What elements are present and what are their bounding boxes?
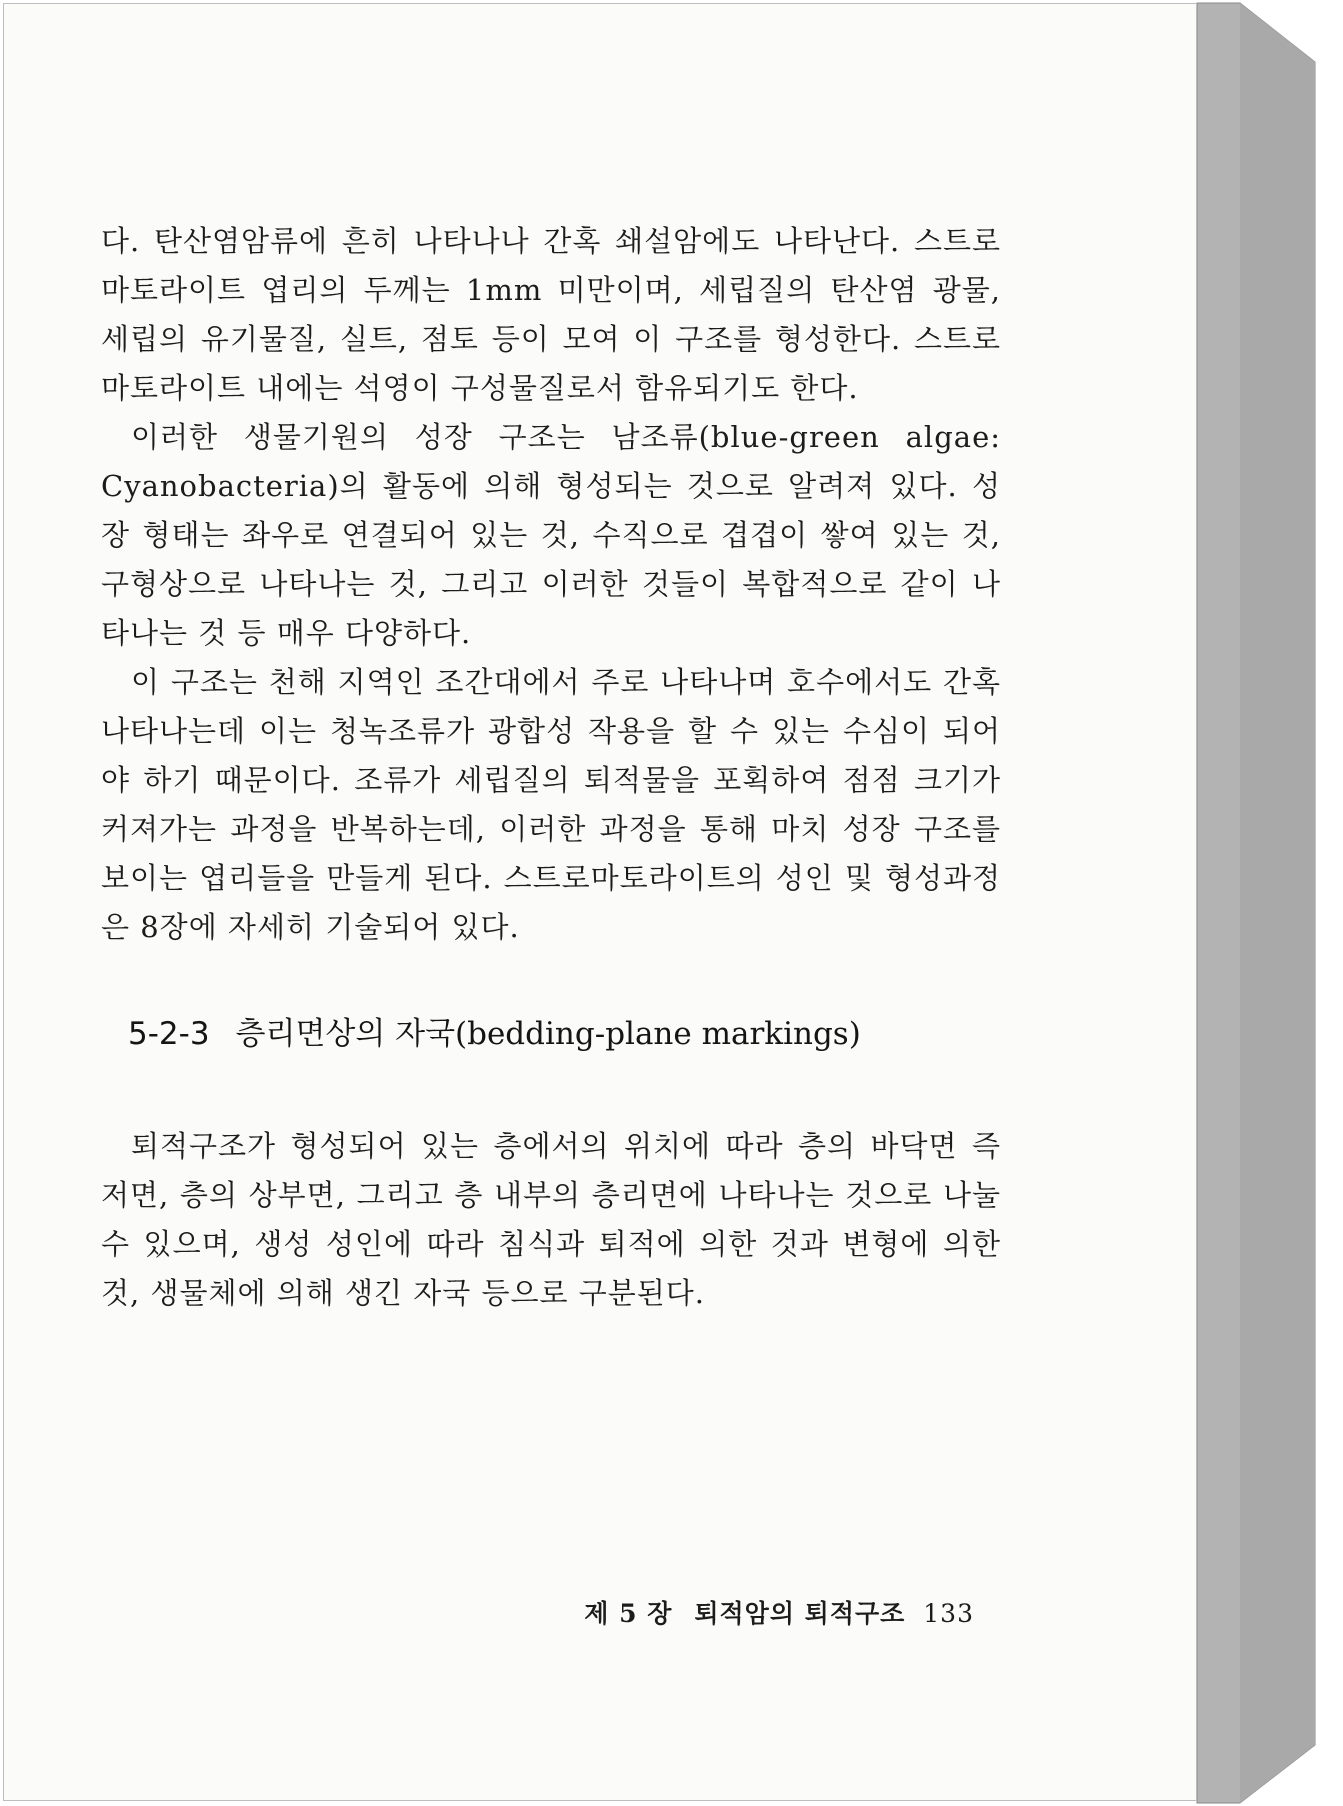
section-number: 5-2-3	[128, 1016, 210, 1052]
page-footer	[584, 1594, 974, 1630]
footer-chapter-title: 퇴적암의 퇴적구조	[694, 1599, 906, 1628]
paragraph-3: 이 구조는 천해 지역인 조간대에서 주로 나타나며 호수에서도 간혹 나타나는데 이는 청녹조류가 광합성 작용을 할 수 있는 수심이 되어야 하기 때문이다. 조류가 세립질의 퇴적물을 포획하여 점점 크기가 커져가는 과정을 반복하는데, 이러한 과정을 통해 마치 성장 구조를 보이는 엽리들을 만들게 된다. 스트로마토라이트의 성인 및 형성과정은 8장에 자세히 기술되어 있다.	[101, 665, 1001, 944]
section-heading	[128, 1014, 1001, 1054]
footer-chapter: 제 5 장	[584, 1599, 673, 1628]
section-title: 층리면상의 자국(bedding-plane markings)	[235, 1016, 861, 1052]
body-text	[101, 217, 1001, 1318]
page-number: 133	[923, 1599, 974, 1628]
document-page	[3, 3, 1197, 1801]
paragraph-2: 이러한 생물기원의 성장 구조는 남조류(blue-green algae: Cyanobacteria)의 활동에 의해 형성되는 것으로 알려져 있다. 성장 형태는 좌우로 연결되어 있는 것, 수직으로 겹겹이 쌓여 있는 것, 구형상으로 나타나는 것, 그리고 이러한 것들이 복합적으로 같이 나타나는 것 등 매우 다양하다.	[101, 420, 1001, 650]
paragraph-1: 다. 탄산염암류에 흔히 나타나나 간혹 쇄설암에도 나타난다. 스트로마토라이트 엽리의 두께는 1mm 미만이며, 세립질의 탄산염 광물, 세립의 유기물질, 실트, 점토 등이 모여 이 구조를 형성한다. 스트로마토라이트 내에는 석영이 구성물질로서 함유되기도 한다.	[101, 224, 1001, 405]
section-paragraph-1: 퇴적구조가 형성되어 있는 층에서의 위치에 따라 층의 바닥면 즉 저면, 층의 상부면, 그리고 층 내부의 층리면에 나타나는 것으로 나눌 수 있으며, 생성 성인에 따라 침식과 퇴적에 의한 것과 변형에 의한 것, 생물체에 의해 생긴 자국 등으로 구분된다.	[101, 1129, 1001, 1310]
